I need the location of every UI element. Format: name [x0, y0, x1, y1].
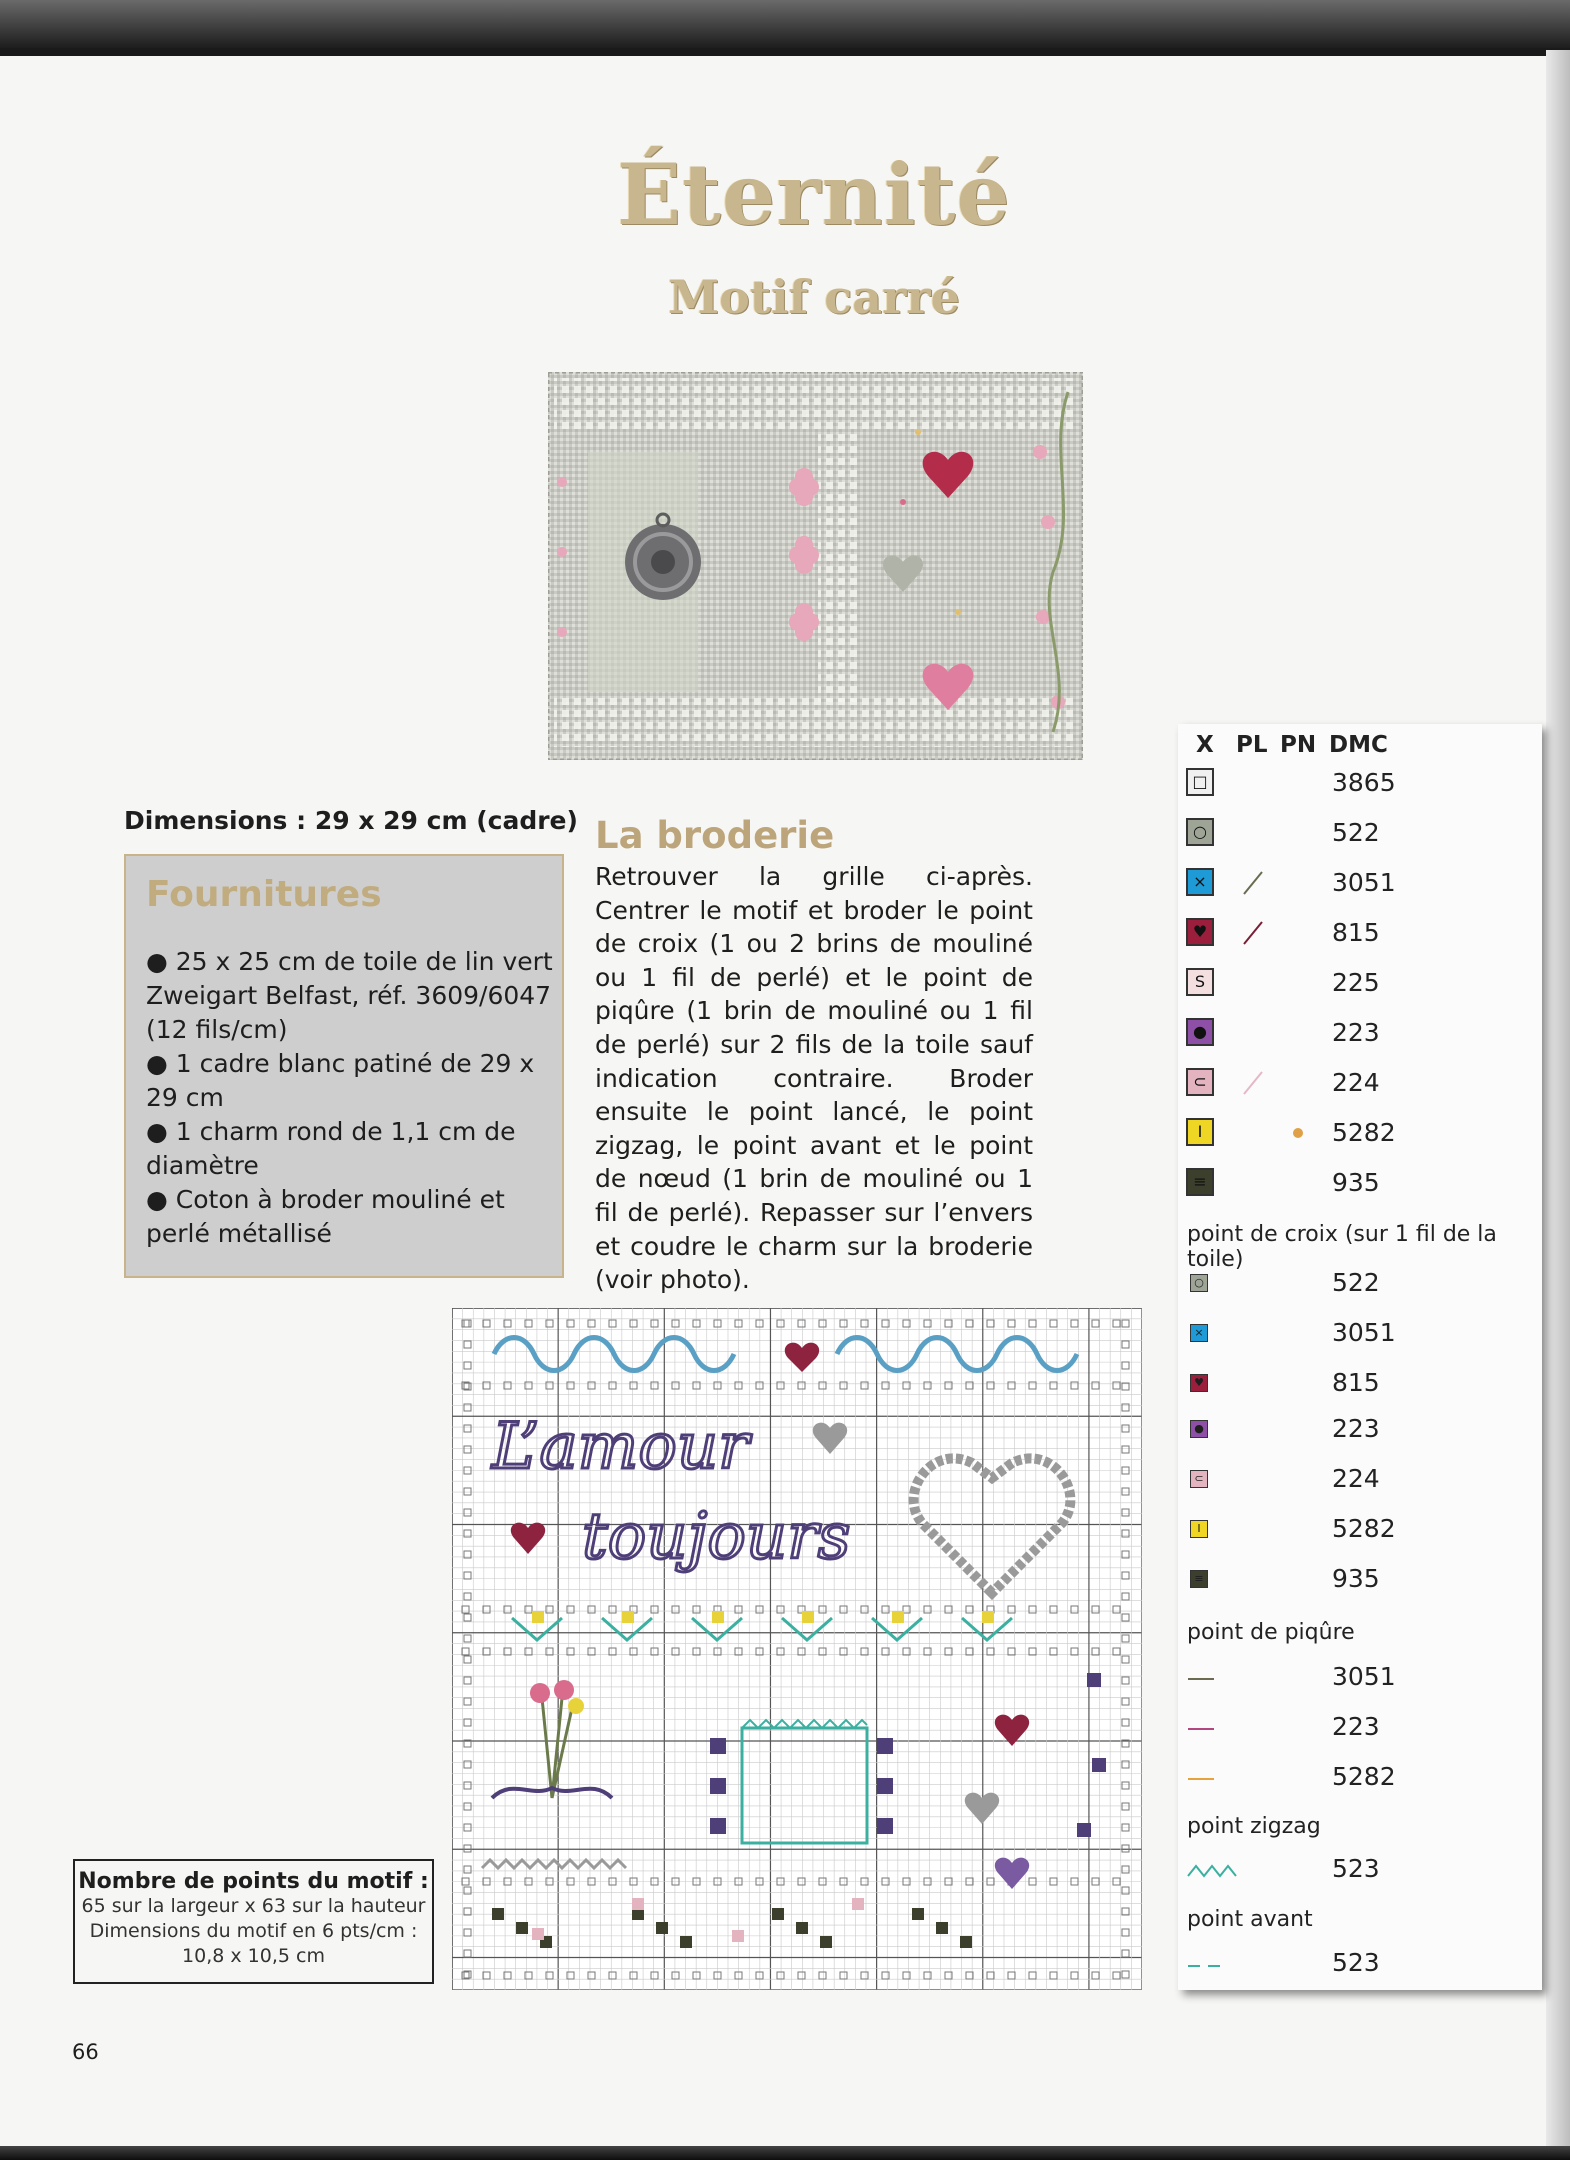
- legend-row: [1178, 964, 1542, 1004]
- dmc-number: 225: [1332, 968, 1380, 997]
- color-swatch: [1190, 1520, 1208, 1538]
- backstitch-slash-icon: [1240, 1068, 1266, 1098]
- legend-row-zigzag: [1178, 1850, 1542, 1890]
- stitch-symbol: ⊂: [1193, 1072, 1207, 1091]
- legend-row-piqure: [1178, 1658, 1542, 1698]
- legend-row: [1178, 1114, 1542, 1154]
- stitch-symbol: ♥: [1194, 1376, 1204, 1389]
- legend-row: [1178, 1014, 1542, 1054]
- dmc-number: 223: [1332, 1018, 1380, 1047]
- dmc-number: 522: [1332, 1268, 1380, 1297]
- stitch-count-line: Dimensions du motif en 6 pts/cm :: [89, 1920, 418, 1942]
- color-swatch: [1186, 1068, 1214, 1096]
- chart-text-line1: L’amour: [492, 1410, 749, 1484]
- page-title: Éternité: [617, 145, 1011, 244]
- legend-row-croix1: [1178, 1364, 1542, 1404]
- color-swatch: [1190, 1324, 1208, 1342]
- stitch-symbol: ×: [1193, 872, 1207, 891]
- color-swatch: [1186, 1118, 1214, 1146]
- dimensions-label: Dimensions : 29 x 29 cm (cadre): [124, 806, 578, 835]
- legend-row: [1178, 1164, 1542, 1204]
- legend-section-zigzag: point zigzag: [1187, 1814, 1321, 1839]
- dmc-number: 224: [1332, 1068, 1380, 1097]
- page-subtitle: Motif carré: [668, 270, 960, 324]
- color-swatch: [1190, 1470, 1208, 1488]
- stitch-symbol: ×: [1194, 1326, 1204, 1339]
- page-number: 66: [72, 2040, 99, 2064]
- dmc-number: 522: [1332, 818, 1380, 847]
- backstitch-slash-icon: [1240, 868, 1266, 898]
- fournitures-item: ● 25 x 25 cm de toile de lin vert Zweigart Belfast, réf. 3609/6047 (12 fils/cm): [146, 947, 553, 1044]
- legend-row-croix1: [1178, 1510, 1542, 1550]
- dmc-number: 5282: [1332, 1118, 1396, 1147]
- color-swatch: [1186, 968, 1214, 996]
- legend-header-pn: PN: [1280, 732, 1317, 758]
- dmc-number: 223: [1332, 1414, 1380, 1443]
- broderie-instructions: Retrouver la grille ci-après. Centrer le motif et broder le point de croix (1 ou 2 brins de mouliné ou 1 fil de perlé) et le point de piqûre (1 brin de mouliné ou 1 fil de perlé) sur 2 fils de la toile sauf indication contraire. Broder ensuite le point lancé, le point zigzag, le point avant et le point de nœud (1 brin de mouliné ou 1 fil de perlé). Repasser sur l’envers et coudre le charm sur la broderie (voir photo).: [595, 862, 1033, 1295]
- legend-row-piqure: [1178, 1708, 1542, 1748]
- cross-stitch-chart: [452, 1308, 1142, 1990]
- legend-row-piqure: [1178, 1758, 1542, 1798]
- embroidery-photo: [548, 372, 1083, 760]
- legend-row: [1178, 914, 1542, 954]
- stitch-count-line: 10,8 x 10,5 cm: [182, 1945, 325, 1967]
- color-swatch: [1190, 1420, 1208, 1438]
- chart-text-line2: toujours: [582, 1500, 851, 1574]
- color-swatch: [1186, 1018, 1214, 1046]
- fournitures-item: ● 1 charm rond de 1,1 cm de diamètre: [146, 1117, 516, 1180]
- broderie-title: La broderie: [595, 814, 835, 857]
- stitch-count-box: [73, 1859, 434, 1984]
- legend-row-croix1: [1178, 1410, 1542, 1450]
- backstitch-line-icon: [1188, 1728, 1214, 1730]
- dmc-number: 5282: [1332, 1514, 1396, 1543]
- color-swatch: [1186, 1168, 1214, 1196]
- fournitures-item: ● Coton à broder mouliné et perlé métallisé: [146, 1185, 505, 1248]
- legend-row-croix1: [1178, 1560, 1542, 1600]
- legend-row: [1178, 764, 1542, 804]
- stitch-symbol: S: [1194, 972, 1206, 991]
- dmc-number: 523: [1332, 1948, 1380, 1977]
- dmc-number: 815: [1332, 1368, 1380, 1397]
- dmc-number: 935: [1332, 1168, 1380, 1197]
- backstitch-line-icon: [1188, 1678, 1214, 1680]
- legend-section-piqure: point de piqûre: [1187, 1620, 1355, 1645]
- color-swatch: [1190, 1570, 1208, 1588]
- dmc-number: 3051: [1332, 1318, 1396, 1347]
- backstitch-line-icon: [1188, 1778, 1214, 1780]
- color-legend: [1178, 724, 1542, 1990]
- legend-row: [1178, 814, 1542, 854]
- stitch-count-line: 65 sur la largeur x 63 sur la hauteur: [81, 1895, 426, 1917]
- zigzag-stitch-icon: [1186, 1858, 1242, 1882]
- legend-row: [1178, 864, 1542, 904]
- color-swatch: [1186, 768, 1214, 796]
- legend-row-croix1: [1178, 1460, 1542, 1500]
- dmc-number: 3051: [1332, 868, 1396, 897]
- scan-bottom-edge: [0, 2146, 1570, 2160]
- legend-header-pl: PL: [1236, 732, 1268, 758]
- dmc-number: 815: [1332, 918, 1380, 947]
- legend-row-croix1: [1178, 1264, 1542, 1304]
- fournitures-title: Fournitures: [146, 874, 382, 915]
- dmc-number: 5282: [1332, 1762, 1396, 1791]
- legend-header-dmc: DMC: [1329, 732, 1388, 758]
- dmc-number: 523: [1332, 1854, 1380, 1883]
- stitch-symbol: ⊂: [1194, 1472, 1204, 1485]
- stitch-symbol: ≡: [1193, 1172, 1207, 1191]
- stitch-symbol: □: [1192, 772, 1208, 791]
- dmc-number: 3865: [1332, 768, 1396, 797]
- dmc-number: 935: [1332, 1564, 1380, 1593]
- color-swatch: [1186, 818, 1214, 846]
- scan-right-edge: [1546, 50, 1570, 2150]
- color-swatch: [1190, 1274, 1208, 1292]
- paper-edge: [0, 48, 1570, 56]
- legend-header-x: X: [1196, 732, 1214, 758]
- color-swatch: [1190, 1374, 1208, 1392]
- stitch-symbol: ○: [1193, 822, 1207, 841]
- legend-section-croix1: point de croix (sur 1 fil de la toile): [1187, 1222, 1497, 1272]
- dmc-number: 223: [1332, 1712, 1380, 1741]
- stitch-symbol: ●: [1193, 1022, 1207, 1041]
- stitch-symbol: I: [1197, 1122, 1203, 1141]
- legend-row-avant: [1178, 1944, 1542, 1984]
- legend-row: [1178, 1064, 1542, 1104]
- fournitures-item: ● 1 cadre blanc patiné de 29 x 29 cm: [146, 1049, 535, 1112]
- running-stitch-icon: [1186, 1952, 1242, 1976]
- backstitch-slash-icon: [1240, 918, 1266, 948]
- dmc-number: 224: [1332, 1464, 1380, 1493]
- fournitures-box: [124, 854, 564, 1278]
- color-swatch: [1186, 918, 1214, 946]
- stitch-symbol: I: [1197, 1522, 1201, 1535]
- fournitures-list: [146, 945, 562, 1251]
- stitch-count-heading: Nombre de points du motif :: [78, 1869, 429, 1894]
- dmc-number: 3051: [1332, 1662, 1396, 1691]
- color-swatch: [1186, 868, 1214, 896]
- stitch-symbol: ●: [1194, 1422, 1204, 1435]
- legend-section-avant: point avant: [1187, 1907, 1313, 1932]
- stitch-symbol: ♥: [1192, 922, 1208, 941]
- stitch-symbol: ○: [1194, 1276, 1204, 1289]
- stitch-symbol: ≡: [1194, 1572, 1204, 1585]
- legend-row-croix1: [1178, 1314, 1542, 1354]
- scan-top-edge: [0, 0, 1570, 56]
- french-knot-dot-icon: [1293, 1128, 1303, 1138]
